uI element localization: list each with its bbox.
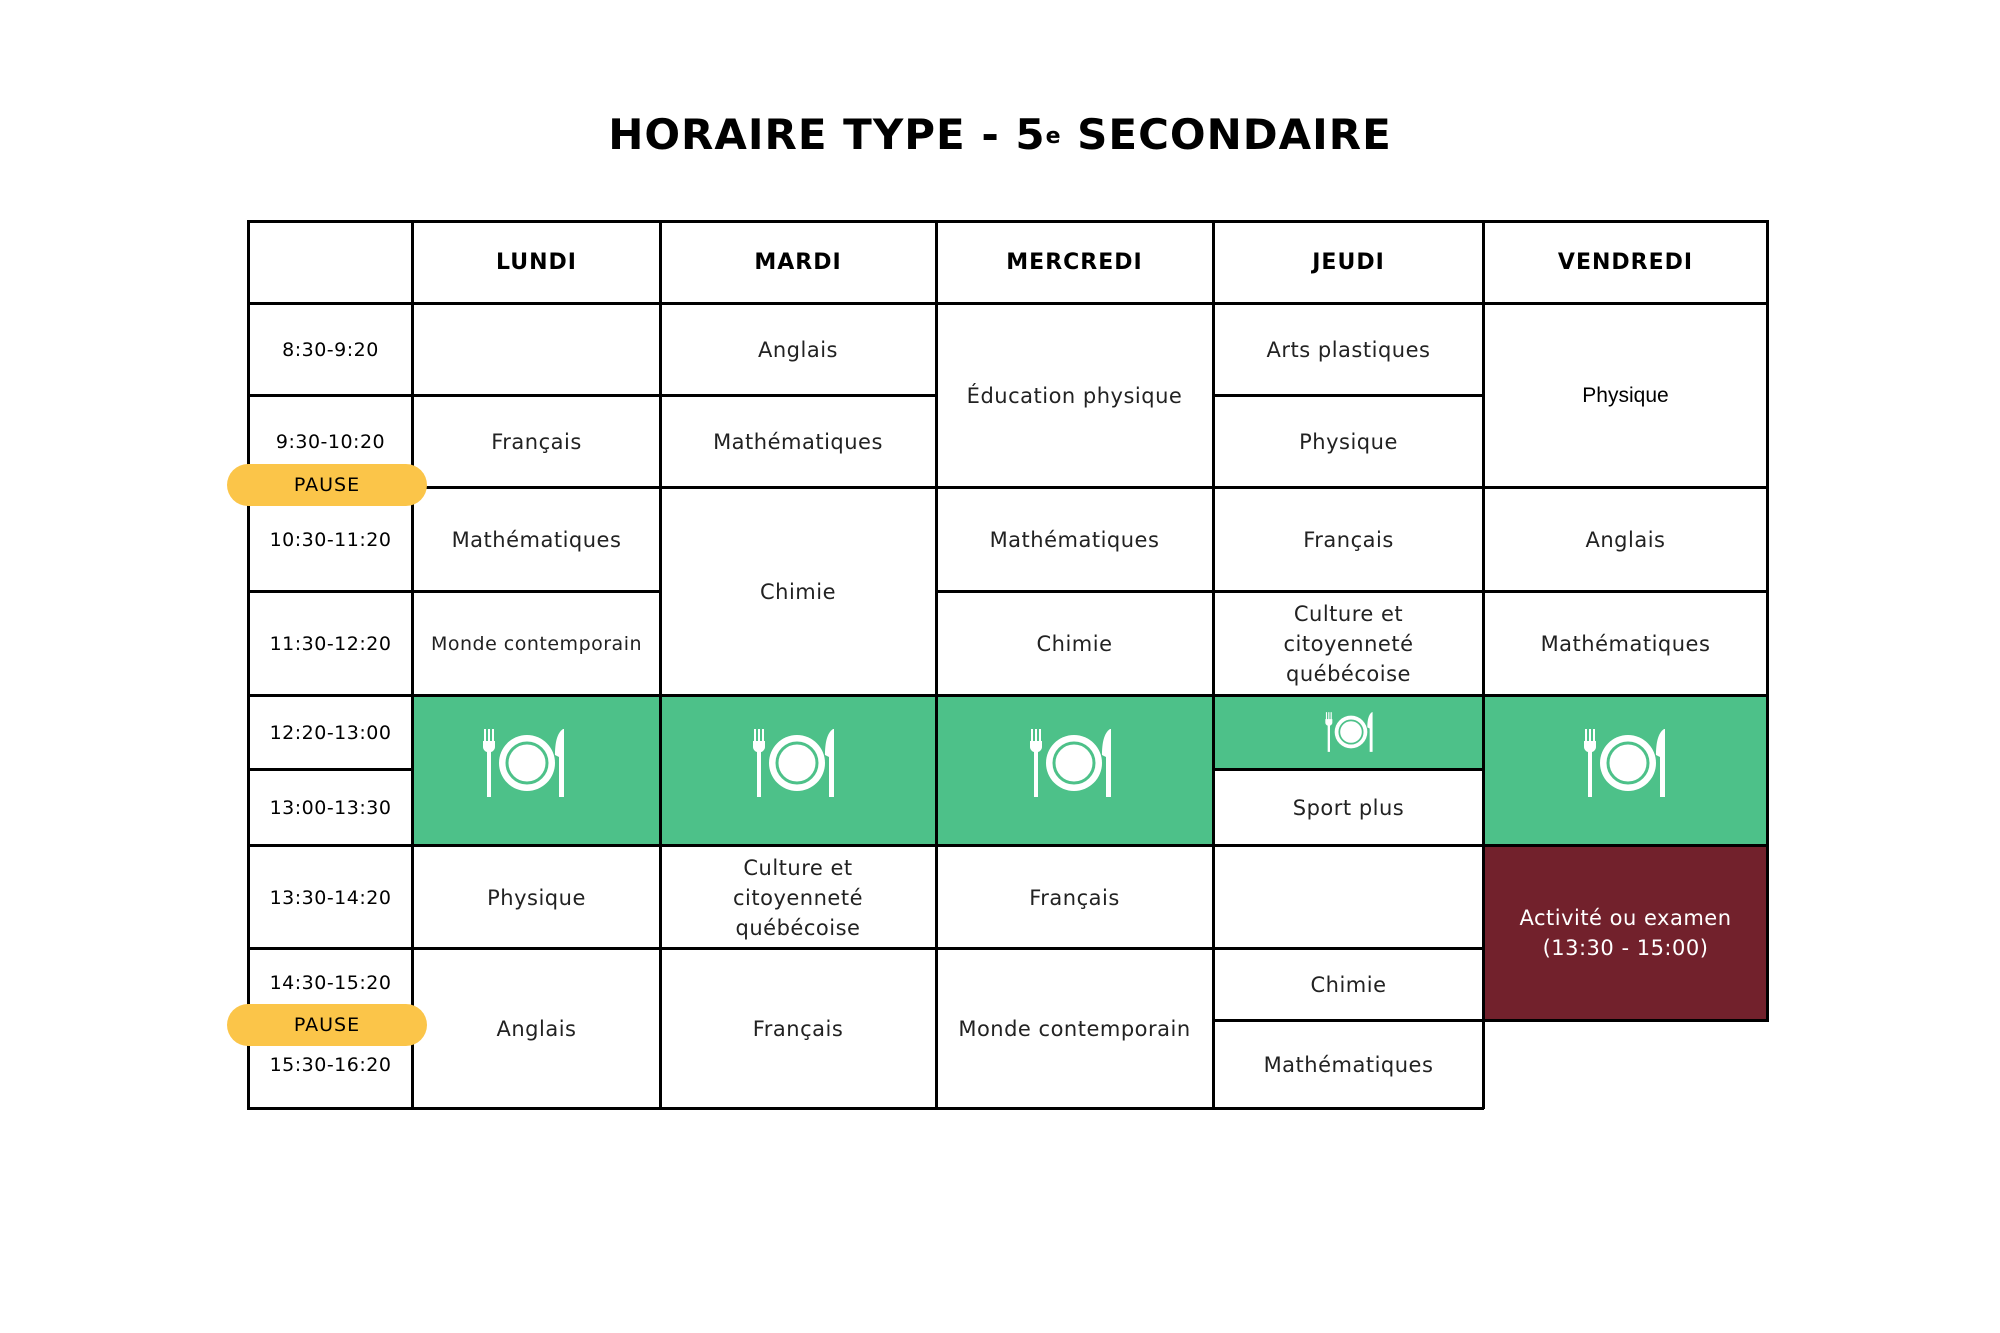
course-cell: Mathématiques: [1540, 632, 1711, 656]
day-header-mercredi: MERCREDI: [1006, 250, 1143, 275]
course-cell: Anglais: [496, 1017, 577, 1041]
course-cell: Chimie: [759, 580, 837, 604]
course-cell: Monde contemporain: [430, 633, 643, 655]
page-title: HORAIRE TYPE - 5e SECONDAIRE: [608, 110, 1392, 159]
plate-fork-knife-icon: [1580, 727, 1676, 799]
time-slot: 15:30-16:20: [269, 1054, 392, 1076]
plate-fork-knife-icon: [479, 727, 575, 799]
course-cell: Français: [752, 1017, 844, 1041]
course-cell: Mathématiques: [1263, 1053, 1434, 1077]
time-slot: 13:30-14:20: [269, 886, 392, 909]
course-cell: Physique: [1582, 384, 1669, 407]
time-slot: 8:30-9:20: [282, 339, 379, 361]
course-cell: Culture et citoyenneté québécoise: [732, 855, 863, 940]
course-cell: Culture et citoyenneté québécoise: [1283, 602, 1414, 686]
course-cell: Français: [1029, 885, 1120, 910]
pause-badge-morning: PAUSE: [227, 464, 427, 506]
plate-fork-knife-icon: [1323, 711, 1379, 753]
time-slot: 12:20-13:00: [269, 722, 392, 744]
time-slot: 13:00-13:30: [269, 797, 392, 819]
course-cell: Éducation physique: [966, 384, 1183, 408]
course-cell: Français: [491, 430, 582, 454]
time-slot: 10:30-11:20: [269, 529, 392, 551]
course-cell: Mathématiques: [713, 430, 883, 454]
plate-fork-knife-icon: [1026, 727, 1122, 799]
time-slot: 9:30-10:20: [275, 431, 386, 453]
pause-badge-afternoon: PAUSE: [227, 1004, 427, 1046]
course-cell: Anglais: [1585, 528, 1666, 552]
day-header-lundi: LUNDI: [496, 250, 577, 275]
day-header-mardi: MARDI: [754, 250, 842, 275]
course-cell: Sport plus: [1292, 796, 1405, 820]
time-slot: 11:30-12:20: [269, 633, 392, 655]
course-cell: Chimie: [1036, 632, 1113, 656]
course-cell: Physique: [487, 885, 586, 910]
course-cell: Anglais: [758, 338, 838, 362]
activity-block-vendredi: Activité ou examen (13:30 - 15:00): [1484, 845, 1767, 1020]
course-cell: Chimie: [1310, 973, 1387, 997]
plate-fork-knife-icon: [749, 727, 845, 799]
course-cell: Français: [1303, 528, 1394, 552]
course-cell: Mathématiques: [989, 528, 1160, 552]
course-cell: Physique: [1299, 430, 1398, 454]
course-cell: Mathématiques: [451, 528, 622, 552]
day-header-vendredi: VENDREDI: [1557, 250, 1694, 275]
course-cell: Arts plastiques: [1266, 338, 1431, 362]
day-header-jeudi: JEUDI: [1312, 250, 1385, 275]
time-slot: 14:30-15:20: [269, 972, 392, 994]
course-cell: Monde contemporain: [958, 1017, 1191, 1041]
